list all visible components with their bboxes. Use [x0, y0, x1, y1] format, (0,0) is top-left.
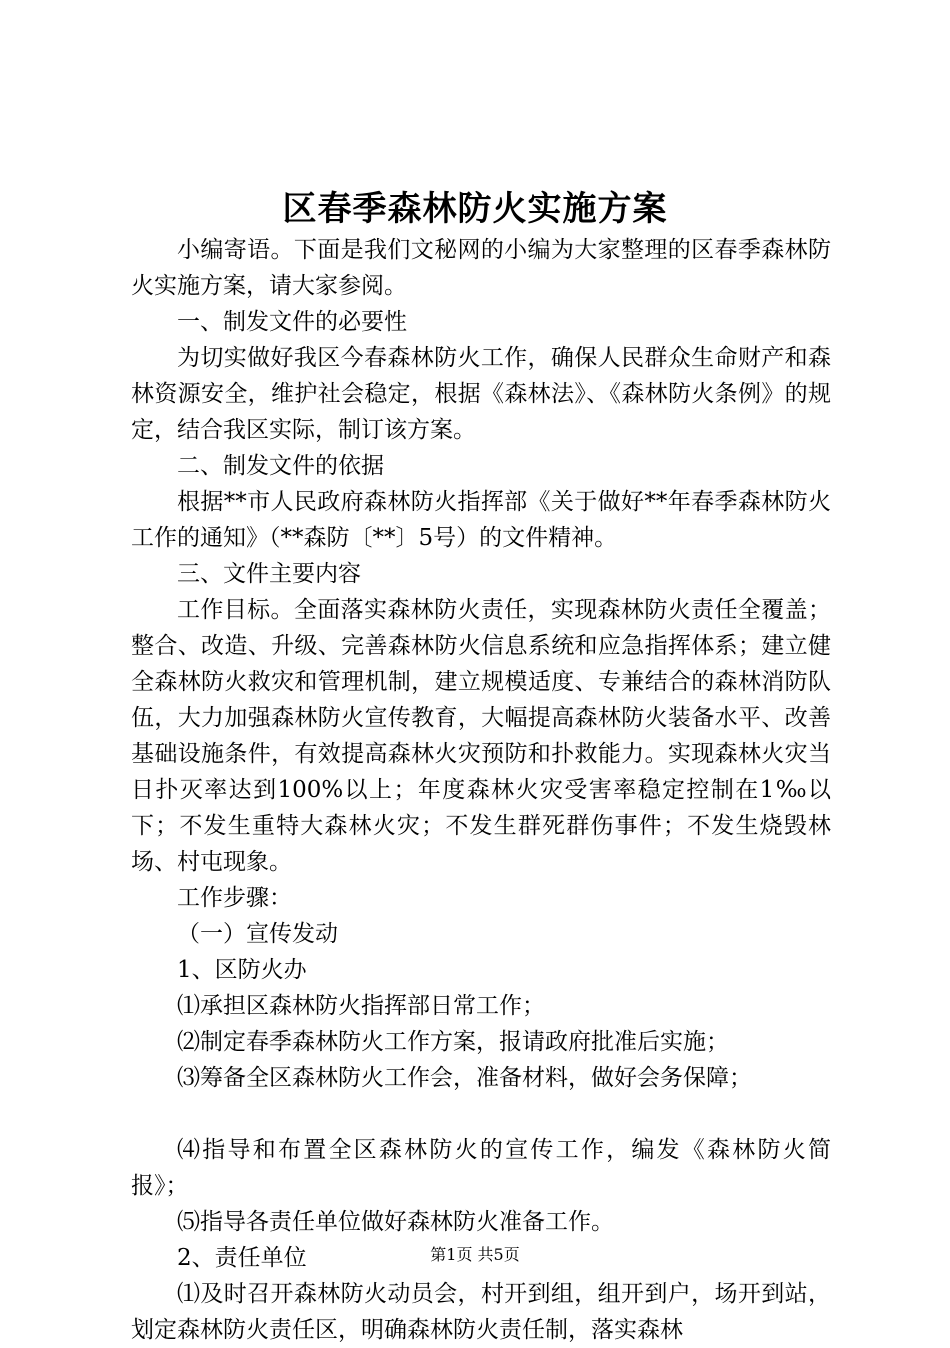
heading-basis: 二、制发文件的依据 — [177, 453, 384, 479]
paragraph-basis: 根据**市人民政府森林防火指挥部《关于做好**年春季森林防火工作的通知》（**森防〔**〕5号）的文件精神。 — [131, 489, 831, 551]
paragraph-intro: 小编寄语。下面是我们文秘网的小编为大家整理的区春季森林防火实施方案，请大家参阅。 — [131, 237, 831, 299]
document-title: 区春季森林防火实施方案 — [282, 189, 668, 229]
list-item: ⑸指导各责任单位做好森林防火准备工作。 — [177, 1209, 614, 1235]
paragraph-work-goal: 工作目标。全面落实森林防火责任，实现森林防火责任全覆盖；整合、改造、升级、完善森林防火信息系统和应急指挥体系；建立健全森林防火救灾和管理机制，建立规模适度、专兼结合的森林消防队伍，大力加强森林防火宣传教育，大幅提高森林防火装备水平、改善基础设施条件，有效提高森林火灾预防和扑救能力。实现森林火灾当日扑灭率达到100%以上；年度森林火灾受害率稳定控制在1‰以下；不发生重特大森林火灾；不发生群死群伤事件；不发生烧毁林场、村屯现象。 — [131, 597, 831, 875]
list-item: ⑵制定春季森林防火工作方案，报请政府批准后实施； — [177, 1029, 729, 1055]
document-body — [131, 232, 831, 1348]
heading-work-steps: 工作步骤： — [177, 885, 292, 911]
list-item: ⑴承担区森林防火指挥部日常工作； — [177, 993, 545, 1019]
page-footer: 第1页 共5页 — [430, 1245, 520, 1264]
blank-line — [131, 1096, 831, 1132]
list-item: ⑷指导和布置全区森林防火的宣传工作，编发《森林防火简报》； — [131, 1137, 831, 1199]
list-item: ⑶筹备全区森林防火工作会，准备材料，做好会务保障； — [177, 1065, 752, 1091]
heading-district-office: 1、区防火办 — [177, 957, 307, 983]
heading-necessity: 一、制发文件的必要性 — [177, 309, 407, 335]
list-item: ⑴及时召开森林防火动员会，村开到组，组开到户，场开到站，划定森林防火责任区，明确森林防火责任制，落实森林 — [131, 1281, 831, 1343]
paragraph-necessity: 为切实做好我区今春森林防火工作，确保人民群众生命财产和森林资源安全，维护社会稳定，根据《森林法》、《森林防火条例》的规定，结合我区实际，制订该方案。 — [131, 345, 831, 443]
heading-publicity: （一）宣传发动 — [177, 921, 338, 947]
heading-main-content: 三、文件主要内容 — [177, 561, 361, 587]
heading-responsible-units: 2、责任单位 — [177, 1245, 307, 1271]
